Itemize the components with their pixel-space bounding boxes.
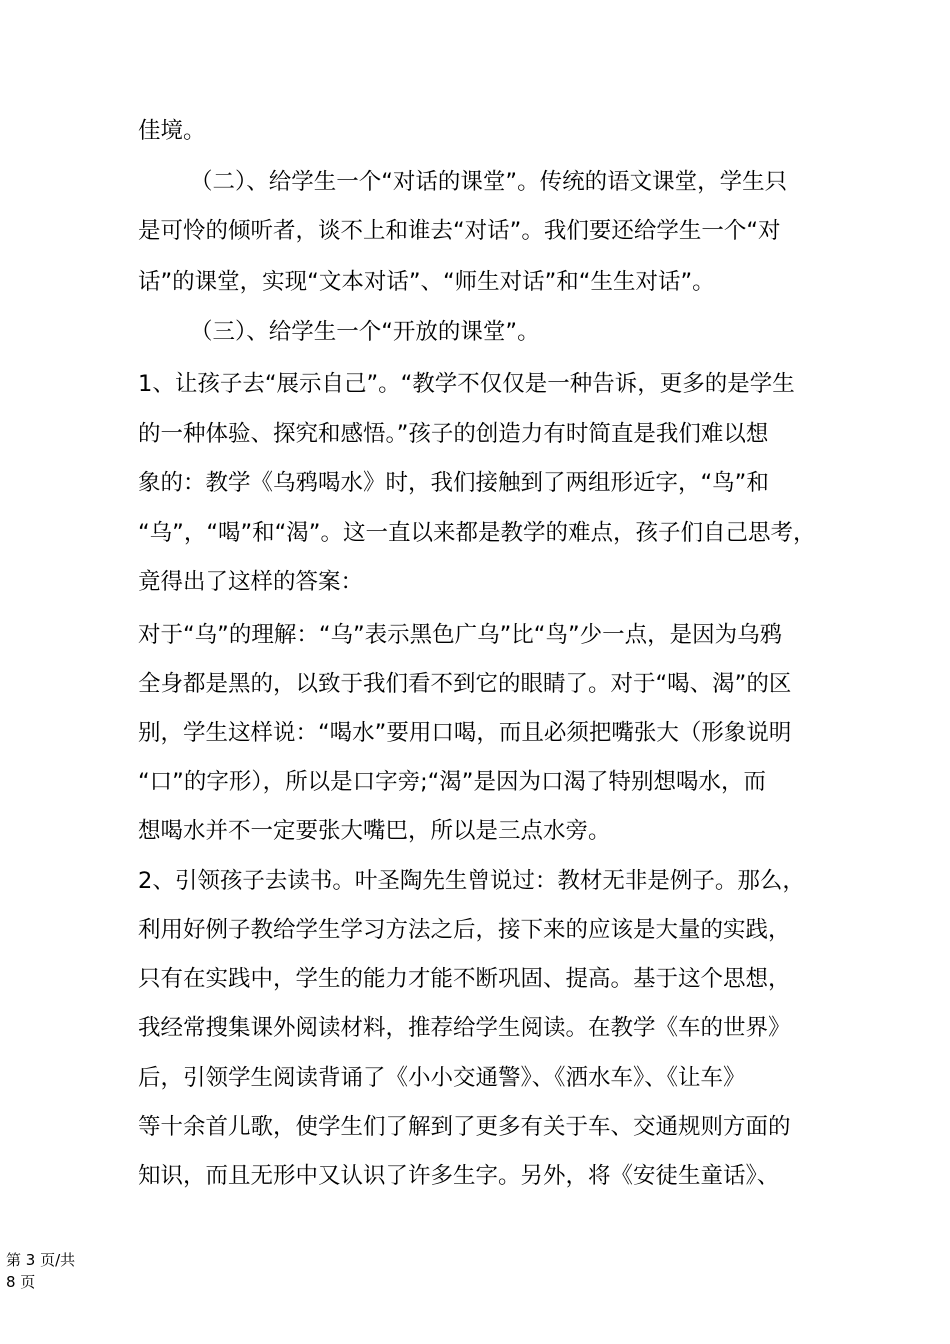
- text-line: 等十余首儿歌，使学生们了解到了更多有关于车、交通规则方面的: [138, 1114, 791, 1140]
- text-line: 知识，而且无形中又认识了许多生字。另外，将《安徒生童话》、: [138, 1163, 780, 1189]
- text-line: 全身都是黑的，以致于我们看不到它的眼睛了。对于“喝、渴”的区: [138, 671, 792, 697]
- page-number-line-1: 第 3 页/共: [6, 1251, 76, 1269]
- text-line: 想喝水并不一定要张大嘴巴，所以是三点水旁。: [138, 818, 611, 844]
- text-line: “口”的字形），所以是口字旁;“渴”是因为口渴了特别想喝水，而: [138, 769, 766, 795]
- text-line: 我经常搜集课外阅读材料，推荐给学生阅读。在教学《车的世界》: [138, 1015, 791, 1041]
- text-line: 竟得出了这样的答案：: [138, 569, 364, 595]
- text-line: 后，引领学生阅读背诵了《小小交通警》、《洒水车》、《让车》: [138, 1065, 746, 1091]
- text-line: 只有在实践中，学生的能力才能不断巩固、提高。基于这个思想，: [138, 966, 791, 992]
- text-line: （二）、给学生一个“对话的课堂”。传统的语文课堂，学生只: [190, 169, 788, 195]
- text-line: 1、让孩子去“展示自己”。“教学不仅仅是一种告诉，更多的是学生: [138, 371, 795, 397]
- text-line: 话”的课堂，实现“文本对话”、“师生对话”和“生生对话”。: [138, 269, 715, 295]
- text-line: 对于“乌”的理解：“乌”表示黑色广乌”比“鸟”少一点，是因为乌鸦: [138, 622, 783, 648]
- text-line: 利用好例子教给学生学习方法之后，接下来的应该是大量的实践，: [138, 917, 791, 943]
- text-line: 别，学生这样说：“喝水”要用口喝，而且必须把嘴张大（形象说明: [138, 720, 792, 746]
- page-number-line-2: 8 页: [6, 1273, 36, 1291]
- text-line: 象的：教学《乌鸦喝水》时，我们接触到了两组形近字，“鸟”和: [138, 470, 769, 496]
- text-line: （三）、给学生一个“开放的课堂”。: [190, 319, 540, 345]
- text-line: 的一种体验、探究和感悟。”孩子的创造力有时简直是我们难以想: [138, 421, 769, 447]
- text-line: 是可怜的倾听者，谈不上和谁去“对话”。我们要还给学生一个“对: [138, 218, 781, 244]
- text-line: 2、引领孩子去读书。叶圣陶先生曾说过：教材无非是例子。那么，: [138, 868, 805, 894]
- text-line: “乌”，“喝”和“渴”。这一直以来都是教学的难点，孩子们自己思考，: [138, 520, 816, 546]
- text-line: 佳境。: [138, 118, 206, 144]
